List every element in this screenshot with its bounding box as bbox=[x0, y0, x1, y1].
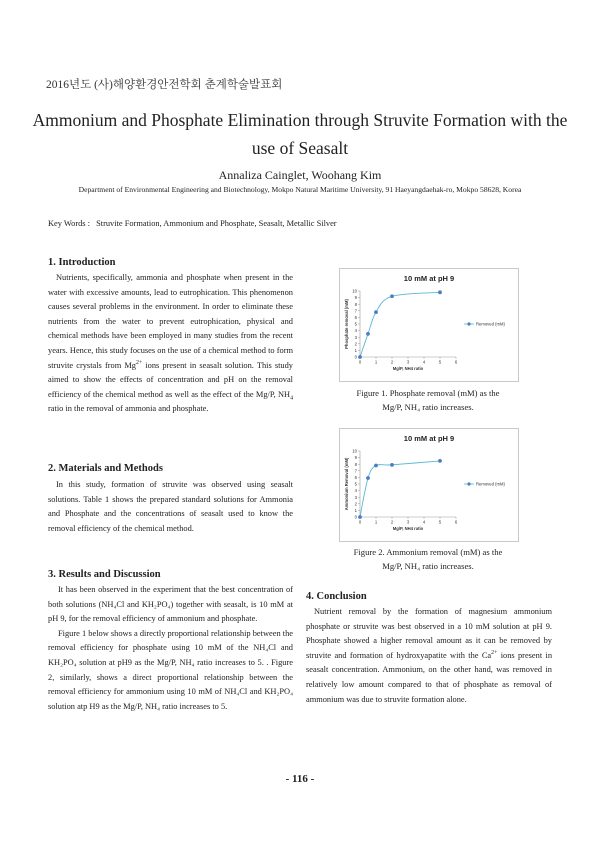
figure-1-caption bbox=[312, 387, 544, 414]
y-tick-label: 9 bbox=[354, 455, 357, 461]
results-heading: 3. Results and Discussion bbox=[48, 569, 161, 580]
x-tick-label: 2 bbox=[390, 359, 394, 365]
x-tick-label: 3 bbox=[406, 359, 410, 365]
y-tick-label: 1 bbox=[354, 348, 357, 353]
intro-text-c: ratio in the removal of ammonia and phosphate. bbox=[48, 404, 209, 414]
x-tick-label: 5 bbox=[438, 519, 442, 525]
x-tick-label: 3 bbox=[406, 519, 410, 525]
x-axis-label: Mg/P, NH4 ratio bbox=[392, 366, 424, 371]
methods-heading: 2. Materials and Methods bbox=[48, 463, 163, 474]
series-line bbox=[360, 292, 440, 357]
y-tick-label: 9 bbox=[354, 295, 357, 301]
intro-paragraph bbox=[48, 271, 293, 417]
y-tick-label: 7 bbox=[354, 308, 357, 314]
paper-title-line-1: Ammonium and Phosphate Elimination through Struvite Formation with the bbox=[32, 110, 568, 130]
x-axis-label: Mg/P, NH4 ratio bbox=[392, 526, 424, 531]
chart-title: 10 mM at pH 9 bbox=[403, 434, 455, 443]
conclusion-text-a: Nutrient removal by the formation of magnesium ammonium phosphate or struvite was best observed in a 10 mM solution at pH 9. Phosphate showed a higher removal amount as it can be removed by struvite and formation of hydroxyapatite with the Ca bbox=[306, 607, 552, 660]
figure-2-plot bbox=[340, 429, 518, 541]
x-tick-label: 1 bbox=[374, 519, 378, 525]
y-tick-label: 5 bbox=[354, 481, 357, 487]
data-point bbox=[366, 332, 370, 336]
results-section bbox=[48, 583, 293, 714]
authors: Annaliza Cainglet, Woohang Kim bbox=[218, 168, 382, 182]
legend-marker bbox=[467, 322, 470, 325]
figure-1-caption-line-1: Figure 1. Phosphate removal (mM) as the bbox=[356, 388, 500, 398]
conference-header: 2016년도 (사)해양환경안전학회 춘계학술발표회 bbox=[46, 79, 283, 91]
chart-title: 10 mM at pH 9 bbox=[403, 274, 455, 283]
data-point bbox=[390, 463, 394, 467]
y-tick-label: 0 bbox=[354, 514, 357, 520]
data-point bbox=[358, 515, 362, 519]
data-point bbox=[390, 294, 394, 298]
figure-2-caption-line-1: Figure 2. Ammonium removal (mM) as the bbox=[353, 547, 503, 557]
y-axis-label: Phosphate removal (mM) bbox=[344, 299, 349, 349]
figure-1-caption-line-2: Mg/P, NH₄ ratio increases. bbox=[382, 401, 474, 412]
legend-label: Removed (mM) bbox=[476, 321, 505, 327]
data-point bbox=[366, 476, 370, 480]
results-paragraph-2: Figure 1 below shows a directly proportional relationship between the removal efficiency for phosphate using 10 mM of the NH₄Cl and KH₂PO₄ solution at pH9 as the Mg/P, NH₄ ratio increases to 5. . Figure 2, similarly, shows a direct proportional relationship between the removal efficiency for ammonium using 10 mM of NH₄Cl and KH₂PO₄ solution atp H9 as the Mg/P, NH₄ ratio increases to 5. bbox=[48, 628, 293, 711]
figure-1-plot bbox=[340, 269, 518, 381]
intro-heading: 1. Introduction bbox=[48, 257, 116, 268]
y-tick-label: 10 bbox=[352, 448, 357, 454]
y-tick-label: 6 bbox=[354, 475, 357, 480]
intro-subscript: 4 bbox=[290, 395, 293, 402]
paper-title-line-2: use of Seasalt bbox=[251, 138, 349, 158]
y-tick-label: 3 bbox=[354, 334, 357, 340]
y-tick-label: 0 bbox=[354, 354, 357, 360]
keywords-value: Struvite Formation, Ammonium and Phosphate, Seasalt, Metallic Silver bbox=[96, 219, 337, 228]
y-tick-label: 2 bbox=[354, 341, 357, 347]
page-number: - 116 - bbox=[285, 773, 315, 785]
intro-text-a: Nutrients, specifically, ammonia and phosphate when present in the water with excessive amounts, lead to eutrophication. This phenomenon causes several problems in the environment. In order to eliminate these nutrients from the water to prevent eutrophication, physical and chemical methods have been employed in many studies from the recent years. Hence, this study focuses on the use of a chemical method to form struvite crystals from Mg bbox=[48, 273, 293, 370]
results-paragraph-1: It has been observed in the experiment that the best concentration of both solutions (NH₄Cl and KH₂PO₄) together with seasalt, is 10 mM at pH 9, for the removal efficiency of ammonium and phosphate. bbox=[48, 585, 293, 624]
y-tick-label: 4 bbox=[354, 328, 357, 334]
keywords-label: Key Words : bbox=[48, 219, 90, 228]
conclusion-heading: 4. Conclusion bbox=[306, 591, 367, 602]
data-point bbox=[374, 464, 378, 468]
legend-marker bbox=[467, 482, 470, 485]
data-point bbox=[438, 459, 442, 463]
y-axis-label: Ammonium Removal (mM) bbox=[344, 457, 349, 511]
y-tick-label: 5 bbox=[354, 321, 357, 327]
paper-title bbox=[30, 106, 570, 162]
intro-text-b: ions present in seasalt solution. This study aimed to show the effects of concentration and pH on the removal efficiency of the chemical method as well as the effect of the Mg/P, NH bbox=[48, 360, 293, 399]
legend-label: Removed (mM) bbox=[476, 481, 505, 487]
methods-paragraph: In this study, formation of struvite was observed using seasalt solutions. Table 1 shows the prepared standard solutions for Ammonia and Phosphate and the concentrations of seasalt used to know the removal efficiency of the chemical method. bbox=[48, 480, 293, 533]
x-tick-label: 4 bbox=[422, 359, 426, 365]
y-tick-label: 10 bbox=[352, 288, 357, 294]
y-tick-label: 4 bbox=[354, 488, 357, 494]
x-tick-label: 6 bbox=[454, 519, 458, 525]
x-tick-label: 6 bbox=[454, 359, 458, 365]
data-point bbox=[358, 355, 362, 359]
intro-superscript: 2+ bbox=[135, 359, 143, 366]
data-point bbox=[438, 290, 442, 294]
y-tick-label: 3 bbox=[354, 494, 357, 500]
data-point bbox=[374, 310, 378, 314]
y-tick-label: 1 bbox=[354, 508, 357, 513]
x-tick-label: 0 bbox=[358, 519, 362, 525]
conclusion-text-b: ions present in seasalt concentration. Ammonium, on the other hand, was removed in relatively low amount compared to that of phosphate as removal of ammonium was due to struvite formation alone. bbox=[306, 650, 553, 704]
x-tick-label: 4 bbox=[422, 519, 426, 525]
y-tick-label: 2 bbox=[354, 501, 357, 507]
y-tick-label: 7 bbox=[354, 468, 357, 474]
x-tick-label: 5 bbox=[438, 359, 442, 365]
keywords-line bbox=[48, 219, 337, 228]
figure-2-caption bbox=[312, 546, 544, 573]
figure-2-caption-line-2: Mg/P, NH₄ ratio increases. bbox=[382, 560, 474, 571]
y-tick-label: 8 bbox=[354, 301, 357, 307]
series-line bbox=[360, 461, 440, 517]
x-tick-label: 0 bbox=[358, 359, 362, 365]
figure-2-chart bbox=[339, 428, 519, 542]
x-tick-label: 1 bbox=[374, 359, 378, 365]
y-tick-label: 6 bbox=[354, 315, 357, 320]
affiliation: Department of Environmental Engineering and Biotechnology, Mokpo Natural Maritime University, 91 Haeyangdaehak-ro, Mokpo 58628, Korea bbox=[78, 185, 522, 194]
figure-1-chart bbox=[339, 268, 519, 382]
x-tick-label: 2 bbox=[390, 519, 394, 525]
conclusion-paragraph bbox=[306, 605, 552, 707]
y-tick-label: 8 bbox=[354, 461, 357, 467]
conclusion-superscript: 2+ bbox=[491, 649, 498, 656]
